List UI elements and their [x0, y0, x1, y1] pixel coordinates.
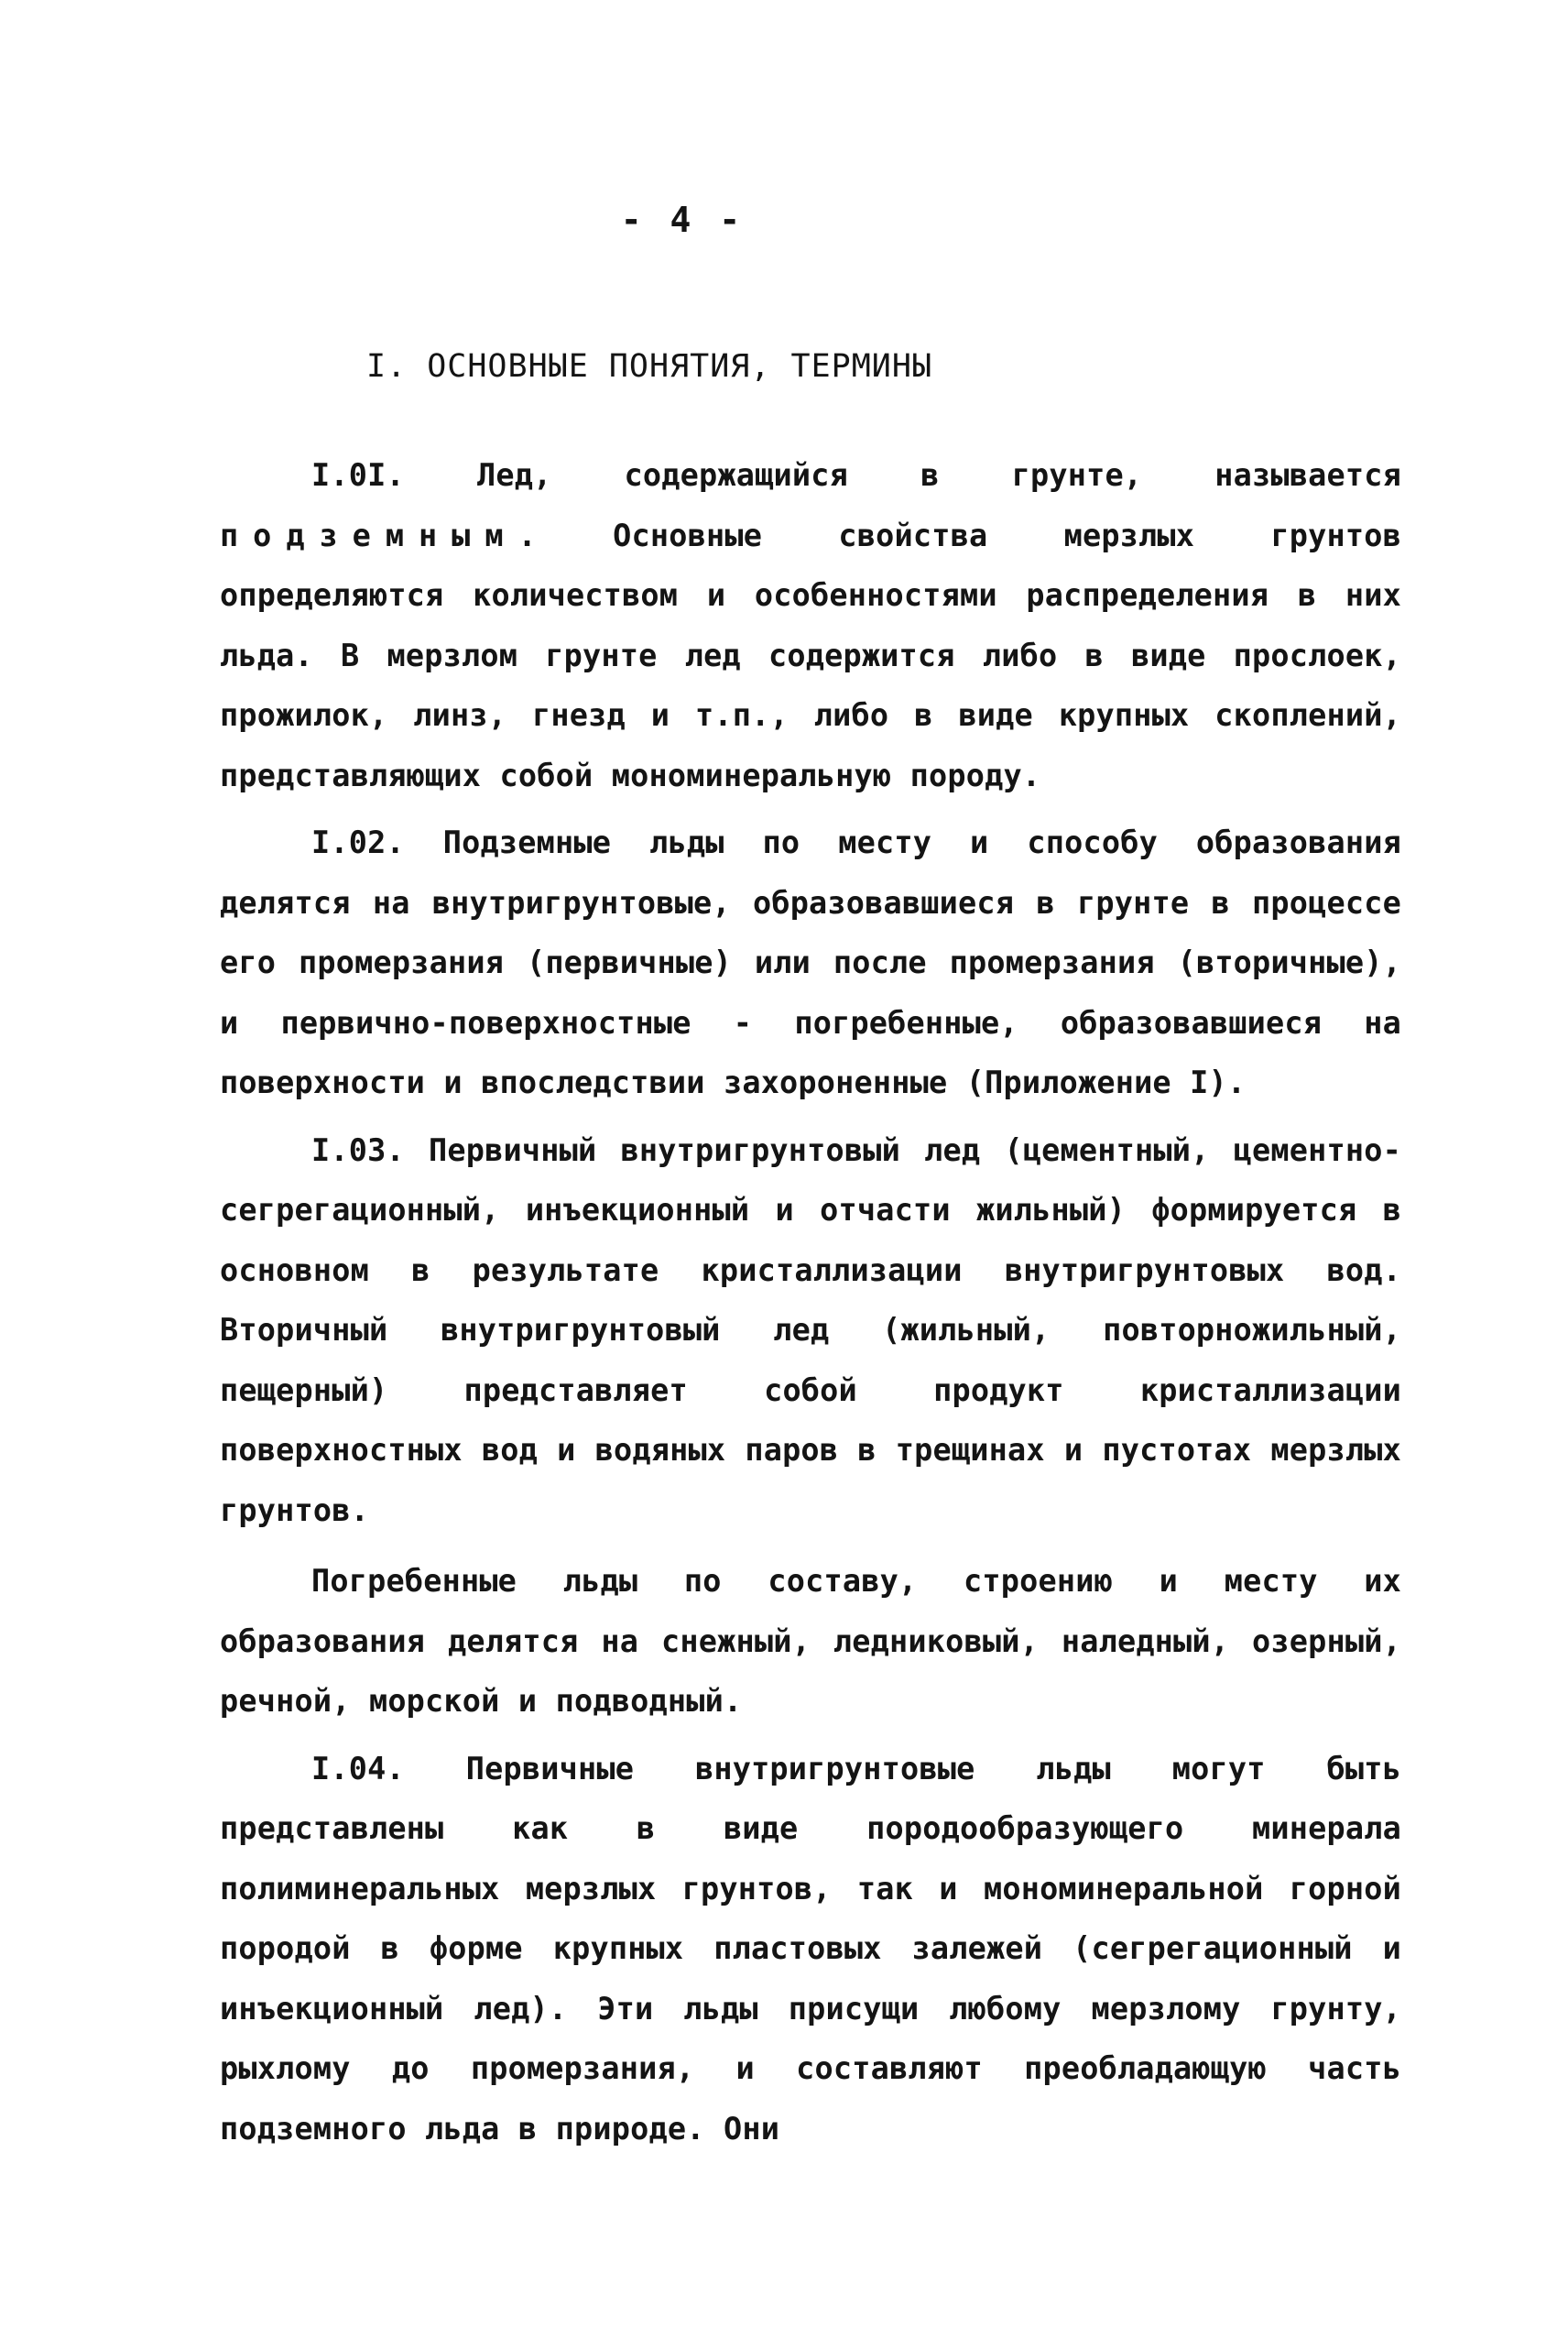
page-number: - 4 - [620, 200, 745, 240]
paragraph-1-01-term: подземным [220, 517, 518, 553]
paragraph-1-02: I.02. Подземные льды по месту и способу образования делятся на внутригрунтовые, образовавшиеся в грунте в процессе его промерзания (первичные) или после промерзания (вторичные), и первично-поверхностные - погребенные, образовавшиеся на поверхности и впоследствии захороненные (Приложение I). [220, 825, 1401, 1100]
paragraph-1-03-continued: Погребенные льды по составу, строению и месту их образования делятся на снежный, ледниковый, наледный, озерный, речной, морской и подводный. [220, 1563, 1401, 1719]
paragraph-1-04: I.04. Первичные внутригрунтовые льды могут быть представлены как в виде породообразующего минерала полиминеральных мерзлых грунтов, так и мономинеральной горной породой в форме крупных пластовых залежей (сегрегационный и инъекционный лед). Эти льды присущи любому мерзлому грунту, рыхлому до промерзания, и составляют преобладающую часть подземного льда в природе. Они [220, 1750, 1401, 2147]
section-heading: I. ОСНОВНЫЕ ПОНЯТИЯ, ТЕРМИНЫ [366, 348, 933, 385]
paragraph-1-01-rest: . Основные свойства мерзлых грунтов определяются количеством и особенностями распределения в них льда. В мерзлом грунте лед содержится либо в виде прослоек, прожилок, линз, гнезд и т.п., либо в виде крупных скоплений, представляющих собой мономинеральную породу. [220, 517, 1401, 793]
paragraph-1-01-lead: I.0I. Лед, содержащийся в грунте, называется [311, 457, 1401, 493]
body-text [220, 445, 1401, 2166]
paragraph-1-03: I.03. Первичный внутригрунтовый лед (цементный, цементно-сегрегационный, инъекционный и отчасти жильный) формируется в основном в результате кристаллизации внутригрунтовых вод. Вторичный внутригрунтовый лед (жильный, повторножильный, пещерный) представляет собой продукт кристаллизации поверхностных вод и водяных паров в трещинах и пустотах мерзлых грунтов. [220, 1131, 1401, 1528]
paragraph-1-01 [220, 445, 1401, 805]
